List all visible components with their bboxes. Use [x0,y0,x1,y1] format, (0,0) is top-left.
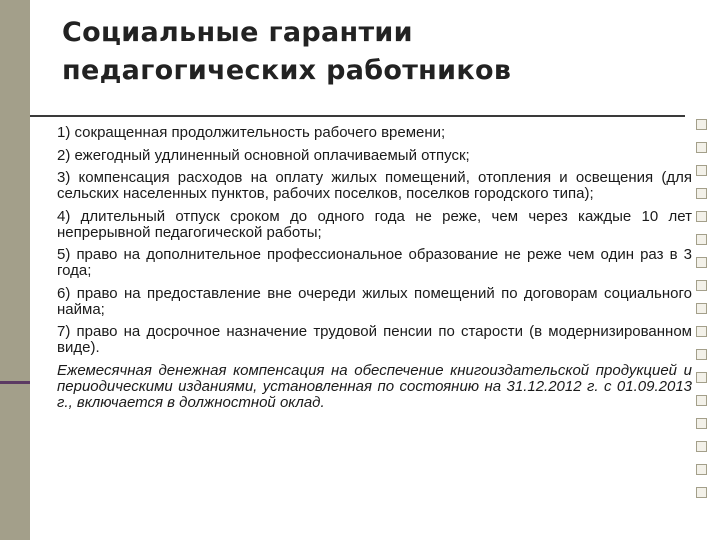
slide-title-line-1: Социальные гарантии [62,17,413,48]
square-bullet-icon [696,211,707,222]
square-bullet-icon [696,441,707,452]
square-bullet-icon [696,257,707,268]
slide-title [62,14,682,90]
square-bullet-icon [696,326,707,337]
list-item: 4) длительный отпуск сроком до одного года не реже, чем через каждые 10 лет непрерывной педагогической работы; [57,207,692,241]
list-item: 1) сокращенная продолжительность рабочего времени; [57,124,446,141]
square-bullet-icon [696,464,707,475]
list-item: 7) право на досрочное назначение трудовой пенсии по старости (в модернизированном виде). [57,323,692,356]
square-bullet-icon [696,280,707,291]
left-decorative-band [0,0,30,540]
square-bullet-icon [696,418,707,429]
slide-title-line-2: педагогических работников [62,55,512,86]
bullet-column [696,119,710,510]
square-bullet-icon [696,303,707,314]
title-divider [30,115,685,117]
accent-line [0,381,30,384]
list-item: 6) право на предоставление вне очереди жилых помещений по договорам социального найма; [57,284,692,318]
square-bullet-icon [696,165,707,176]
square-bullet-icon [696,188,707,199]
compensation-note: Ежемесячная денежная компенсация на обеспечение книгоиздательской продукцией и периодическими изданиями, установленная по состоянию на 31.12.2012 г. с 01.09.2013 г., включается в должностной оклад. [57,361,692,411]
square-bullet-icon [696,395,707,406]
list-item: 2) ежегодный удлиненный основной оплачиваемый отпуск; [57,146,470,164]
square-bullet-icon [696,349,707,360]
square-bullet-icon [696,487,707,498]
square-bullet-icon [696,372,707,383]
square-bullet-icon [696,142,707,153]
slide-body [57,125,692,417]
list-item: 3) компенсация расходов на оплату жилых помещений, отопления и освещения (для сельских населенных пунктов, рабочих поселков, поселков городского типа); [57,169,692,202]
square-bullet-icon [696,119,707,130]
square-bullet-icon [696,234,707,245]
list-item: 5) право на дополнительное профессиональное образование не реже чем один раз в 3 года; [57,246,692,279]
